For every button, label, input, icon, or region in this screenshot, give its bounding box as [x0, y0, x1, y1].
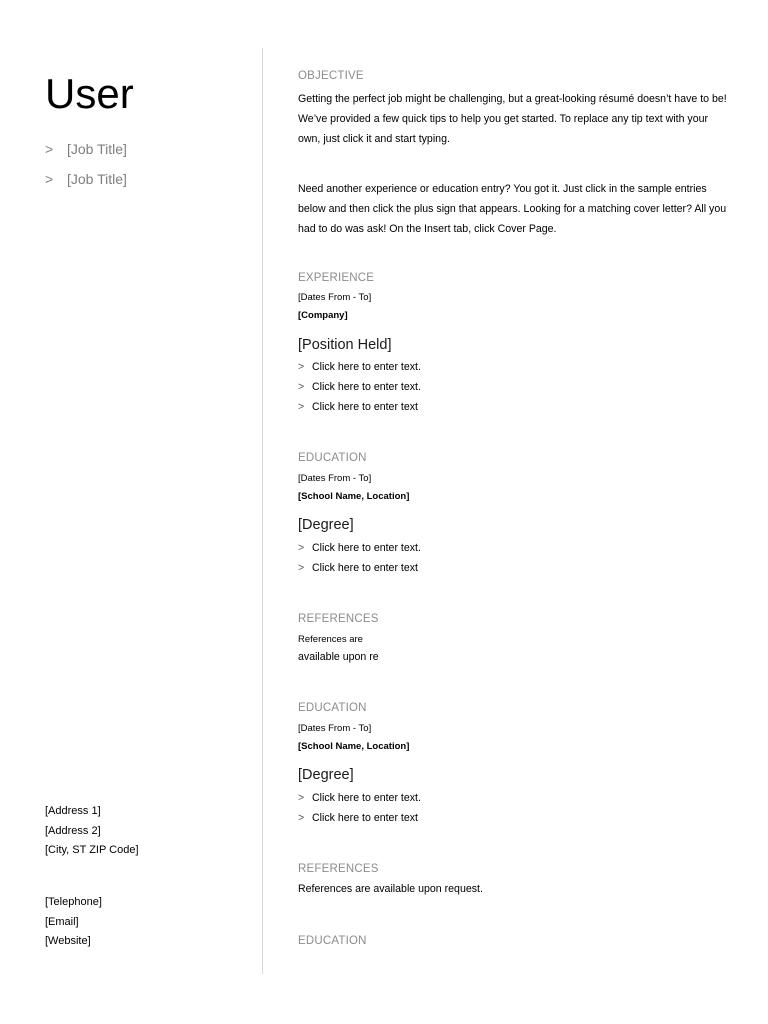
objective-heading: OBJECTIVE — [298, 70, 364, 82]
telephone[interactable]: [Telephone] — [45, 896, 102, 908]
education-bullet[interactable] — [298, 792, 421, 804]
job-title-list — [45, 134, 127, 194]
school-name[interactable]: [School Name, Location] — [298, 741, 410, 752]
address-line-1[interactable]: [Address 1] — [45, 805, 101, 817]
bullet-text[interactable]: Click here to enter text. — [312, 381, 421, 393]
degree[interactable]: [Degree] — [298, 517, 354, 533]
user-name[interactable]: User — [45, 70, 134, 117]
chevron-right-icon: > — [298, 542, 305, 554]
education-heading: EDUCATION — [298, 452, 367, 464]
education-dates[interactable]: [Dates From - To] — [298, 473, 372, 484]
website[interactable]: [Website] — [45, 935, 91, 947]
chevron-right-icon: > — [298, 562, 305, 574]
experience-dates[interactable]: [Dates From - To] — [298, 292, 372, 303]
address-block — [45, 802, 139, 861]
chevron-right-icon: > — [45, 141, 54, 157]
email[interactable]: [Email] — [45, 915, 79, 928]
position-held[interactable]: [Position Held] — [298, 337, 392, 353]
chevron-right-icon: > — [298, 361, 305, 373]
references-text-line-1[interactable]: References are — [298, 634, 363, 645]
references-text-line-2[interactable]: available upon re — [298, 651, 379, 663]
chevron-right-icon: > — [45, 171, 54, 187]
references-heading: REFERENCES — [298, 863, 379, 875]
chevron-right-icon: > — [298, 812, 305, 824]
bullet-text[interactable]: Click here to enter text — [312, 562, 418, 574]
job-title-item[interactable] — [45, 164, 127, 194]
references-heading: REFERENCES — [298, 613, 379, 625]
chevron-right-icon: > — [298, 401, 305, 413]
experience-bullet[interactable] — [298, 401, 418, 413]
education-bullet[interactable] — [298, 562, 418, 574]
job-title-text[interactable]: [Job Title] — [67, 171, 127, 187]
bullet-text[interactable]: Click here to enter text. — [312, 792, 421, 804]
contact-block — [45, 893, 102, 952]
address-line-2[interactable]: [Address 2] — [45, 824, 101, 837]
education-dates[interactable]: [Dates From - To] — [298, 723, 372, 734]
experience-bullet[interactable] — [298, 381, 421, 393]
bullet-text[interactable]: Click here to enter text — [312, 401, 418, 413]
objective-paragraph-2[interactable]: Need another experience or education entry? You got it. Just click in the sample entries below and then click the plus sign that appears. Looking for a matching cover letter? All you had to do was ask! On the Insert tab, click Cover Page. — [298, 183, 727, 235]
experience-bullet[interactable] — [298, 361, 421, 373]
education-heading: EDUCATION — [298, 935, 367, 947]
experience-heading: EXPERIENCE — [298, 272, 375, 284]
references-text[interactable]: References are available upon request. — [298, 883, 483, 895]
education-bullet[interactable] — [298, 812, 418, 824]
school-name[interactable]: [School Name, Location] — [298, 491, 410, 502]
degree[interactable]: [Degree] — [298, 767, 354, 783]
job-title-text[interactable]: [Job Title] — [67, 141, 127, 157]
education-heading: EDUCATION — [298, 702, 367, 714]
column-divider — [262, 48, 263, 974]
chevron-right-icon: > — [298, 792, 305, 804]
bullet-text[interactable]: Click here to enter text — [312, 812, 418, 824]
city-state-zip[interactable]: [City, ST ZIP Code] — [45, 844, 139, 856]
experience-company[interactable]: [Company] — [298, 310, 348, 321]
objective-paragraph-1[interactable]: Getting the perfect job might be challenging, but a great-looking résumé doesn’t have to be! We’ve provided a few quick tips to help you get started. To replace any tip text with your own, just click it and start typing. — [298, 93, 727, 145]
bullet-text[interactable]: Click here to enter text. — [312, 542, 421, 554]
bullet-text[interactable]: Click here to enter text. — [312, 361, 421, 373]
education-bullet[interactable] — [298, 542, 421, 554]
chevron-right-icon: > — [298, 381, 305, 393]
job-title-item[interactable] — [45, 134, 127, 164]
